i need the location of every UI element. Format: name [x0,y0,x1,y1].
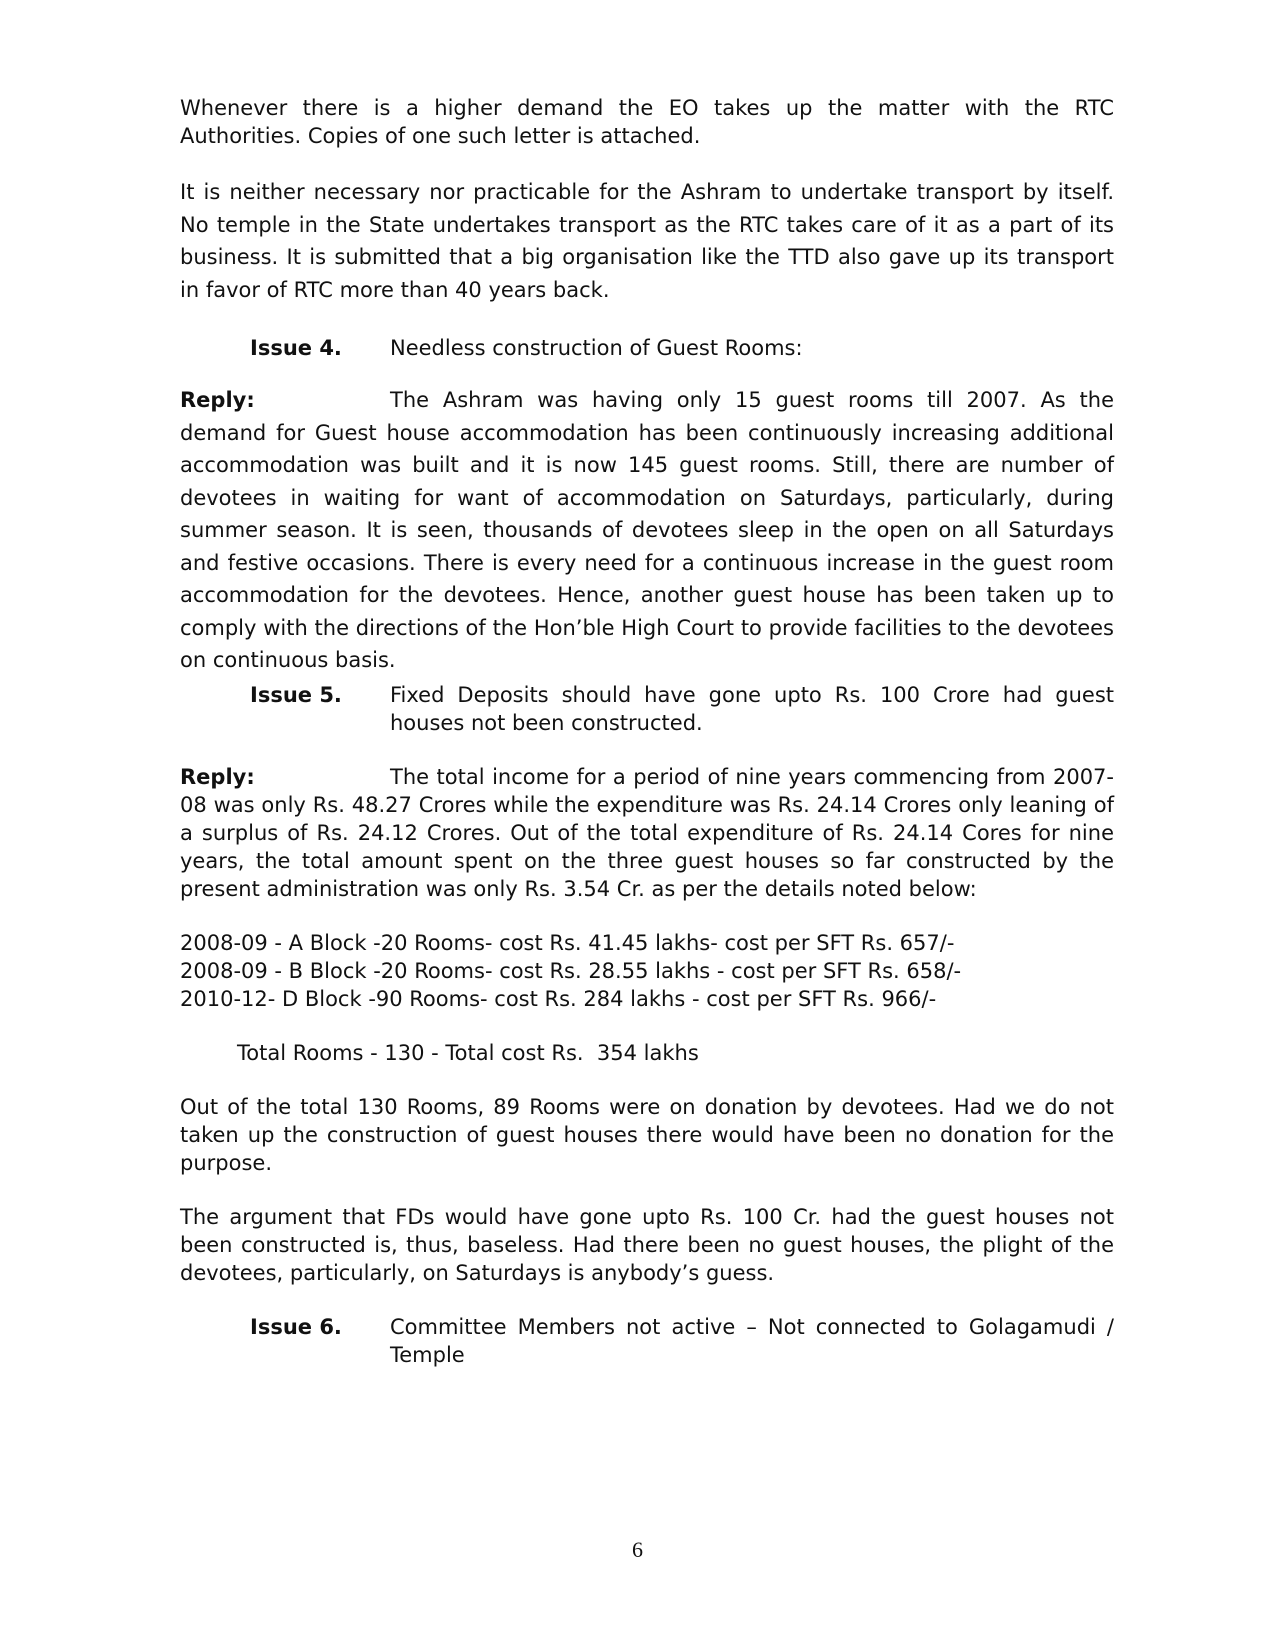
issue-5 [250,681,1114,737]
cost-line-a-block: 2008-09 - A Block -20 Rooms- cost Rs. 41.45 lakhs- cost per SFT Rs. 657/- [180,930,955,955]
reply-5-label: Reply: [180,764,255,789]
issue-4-label: Issue 4. [250,336,342,360]
paragraph-donation: Out of the total 130 Rooms, 89 Rooms were on donation by devotees. Had we do not taken up the construction of guest houses there would have been no donation for the purpose. [180,1094,1114,1175]
reply-5 [180,763,1114,903]
issue-5-text: Fixed Deposits should have gone upto Rs. 100 Crore had guest houses not been constructed. [390,682,1114,735]
issue-4-text: Needless construction of Guest Rooms: [390,336,803,360]
paragraph-transport: It is neither necessary nor practicable for the Ashram to undertake transport by itself. No temple in the State undertakes transport as the RTC takes care of it as a part of its business. It is submitted that a big organisation like the TTD also gave up its transport in favor of RTC more than 40 years back. [180,180,1114,302]
cost-line-b-block: 2008-09 - B Block -20 Rooms- cost Rs. 28.55 lakhs - cost per SFT Rs. 658/- [180,958,962,983]
reply-4-label: Reply: [180,388,255,412]
total-rooms-cost: Total Rooms - 130 - Total cost Rs. 354 lakhs [237,1040,699,1065]
issue-6 [250,1313,1114,1369]
paragraph-rtc-letter: Whenever there is a higher demand the EO takes up the matter with the RTC Authorities. Copies of one such letter is attached. [180,96,1114,148]
issue-4 [250,334,1114,362]
reply-4 [180,384,1114,677]
reply-4-text: The Ashram was having only 15 guest rooms till 2007. As the demand for Guest house accommodation has been continuously increasing additional accommodation was built and it is now 145 guest rooms. Still, there are number of devotees in waiting for want of accommodation on Saturdays, particularly, during summer season. It is seen, thousands of devotees sleep in the open on all Saturdays and festive occasions. There is every need for a continuous increase in the guest room accommodation for the devotees. Hence, another guest house has been taken up to comply with the directions of the Hon’ble High Court to provide facilities to the devotees on continuous basis. [180,388,1114,672]
cost-line-d-block: 2010-12- D Block -90 Rooms- cost Rs. 284 lakhs - cost per SFT Rs. 966/- [180,986,937,1011]
paragraph-fd-argument: The argument that FDs would have gone upto Rs. 100 Cr. had the guest houses not been constructed is, thus, baseless. Had there been no guest houses, the plight of the devotees, particularly, on Saturdays is anybody’s guess. [180,1204,1114,1285]
page-number: 6 [632,1537,643,1562]
issue-6-label: Issue 6. [250,1314,342,1339]
issue-5-label: Issue 5. [250,682,342,707]
document-page [180,94,1114,1369]
issue-6-text: Committee Members not active – Not connected to Golagamudi / Temple [390,1314,1114,1367]
reply-5-text: The total income for a period of nine years commencing from 2007-08 was only Rs. 48.27 Crores while the expenditure was Rs. 24.14 Crores only leaning of a surplus of Rs. 24.12 Crores. Out of the total expenditure of Rs. 24.14 Cores for nine years, the total amount spent on the three guest houses so far constructed by the present administration was only Rs. 3.54 Cr. as per the details noted below: [180,764,1114,901]
cost-details-list [180,929,1114,1013]
